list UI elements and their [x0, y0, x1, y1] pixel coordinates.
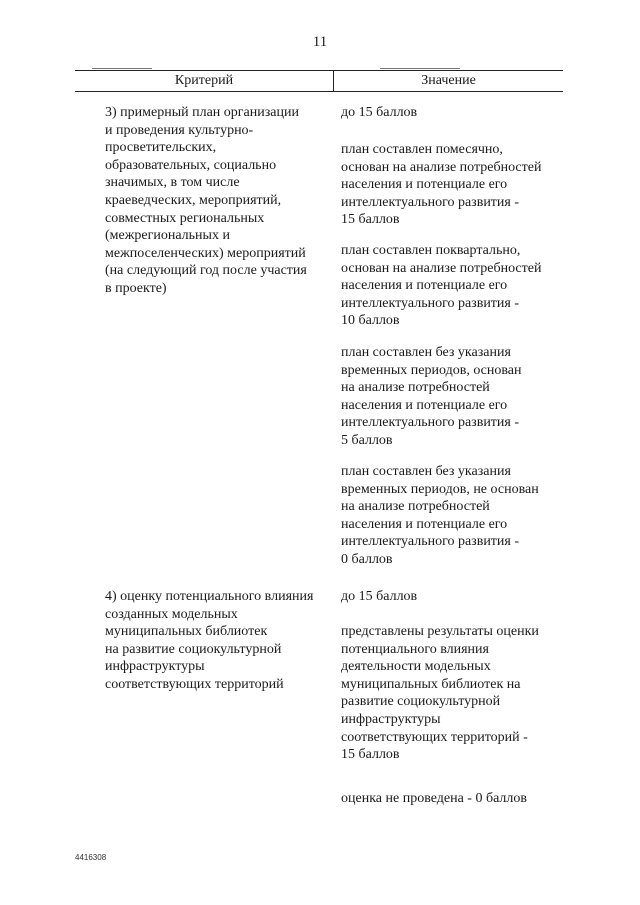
text-line: на анализе потребностей	[341, 380, 490, 396]
text-line: интеллектуального развития -	[341, 534, 520, 550]
text-line: план составлен без указания	[341, 464, 511, 479]
criterion-3-option-no-periods-based	[341, 344, 571, 450]
text-line: представлены результаты оценки	[341, 624, 539, 639]
text-line: 15 баллов	[341, 212, 400, 228]
text-line: потенциального влияния	[341, 641, 489, 657]
text-line: 5 баллов	[341, 432, 393, 448]
text-line: инфраструктуры	[341, 711, 441, 727]
text-line: временных периодов, основан	[341, 362, 522, 378]
text-line: 0 баллов	[341, 551, 393, 567]
table-header	[75, 70, 563, 92]
criterion-4-max-score	[341, 588, 571, 606]
text-line: и проведения культурно-	[105, 122, 254, 138]
text-line: (межрегиональных и	[105, 228, 230, 244]
scan-mark-left	[92, 68, 152, 69]
text-line: оценка не проведена - 0 баллов	[341, 791, 528, 806]
text-line: план составлен без указания	[341, 345, 511, 360]
text-line: образовательных, социально	[105, 157, 277, 173]
text-line: интеллектуального развития -	[341, 295, 520, 311]
text-line: деятельности модельных	[341, 659, 491, 675]
text-line: соответствующих территорий -	[341, 729, 528, 745]
text-line: 15 баллов	[341, 747, 400, 763]
text-line: основан на анализе потребностей	[341, 159, 542, 175]
text-line: интеллектуального развития -	[341, 415, 520, 431]
scan-mark-right	[380, 68, 460, 69]
text-line: соответствующих территорий	[105, 676, 284, 692]
text-line: созданных модельных	[105, 606, 238, 622]
criterion-3-max-score	[341, 104, 571, 122]
text-line: интеллектуального развития -	[341, 194, 520, 210]
text-line: временных периодов, не основан	[341, 481, 539, 497]
text-line: 10 баллов	[341, 313, 400, 329]
page-number: 11	[312, 34, 328, 50]
criterion-3-option-no-periods-not-based	[341, 463, 571, 569]
text-line: населения и потенциале его	[341, 397, 508, 413]
text-line: план составлен поквартально,	[341, 243, 521, 258]
text-line: значимых, в том числе	[105, 175, 240, 191]
text-line: населения и потенциале его	[341, 177, 508, 193]
text-line: межпоселенческих) мероприятий	[105, 245, 306, 261]
text-line: развитие социокультурной	[341, 694, 501, 710]
text-line: просветительских,	[105, 140, 217, 156]
text-line: 4) оценку потенциального влияния	[105, 589, 314, 604]
criterion-4-option-assessed	[341, 623, 571, 764]
criterion-3-option-quarterly	[341, 242, 571, 330]
document-code: 4416308	[75, 853, 107, 862]
text-line: инфраструктуры	[105, 659, 205, 675]
text-line: муниципальных библиотек	[105, 624, 268, 640]
criterion-3-label	[105, 104, 337, 298]
header-value: Значение	[421, 73, 476, 88]
text-line: краеведческих, мероприятий,	[105, 192, 282, 208]
text-line: основан на анализе потребностей	[341, 260, 542, 276]
header-criterion: Критерий	[174, 73, 234, 88]
text-line: 3) примерный план организации	[105, 105, 299, 120]
criterion-3-option-monthly	[341, 141, 571, 229]
text-line: (на следующий год после участия	[105, 263, 307, 279]
text-line: до 15 баллов	[341, 589, 418, 604]
text-line: населения и потенциале его	[341, 516, 508, 532]
text-line: муниципальных библиотек на	[341, 676, 521, 692]
text-line: до 15 баллов	[341, 105, 418, 120]
text-line: населения и потенциале его	[341, 278, 508, 294]
criterion-4-label	[105, 588, 337, 694]
text-line: совместных региональных	[105, 210, 265, 226]
criterion-4-option-not-assessed	[341, 790, 571, 808]
text-line: на анализе потребностей	[341, 499, 490, 515]
text-line: план составлен помесячно,	[341, 142, 503, 157]
text-line: в проекте)	[105, 280, 167, 296]
text-line: на развитие социокультурной	[105, 641, 282, 657]
